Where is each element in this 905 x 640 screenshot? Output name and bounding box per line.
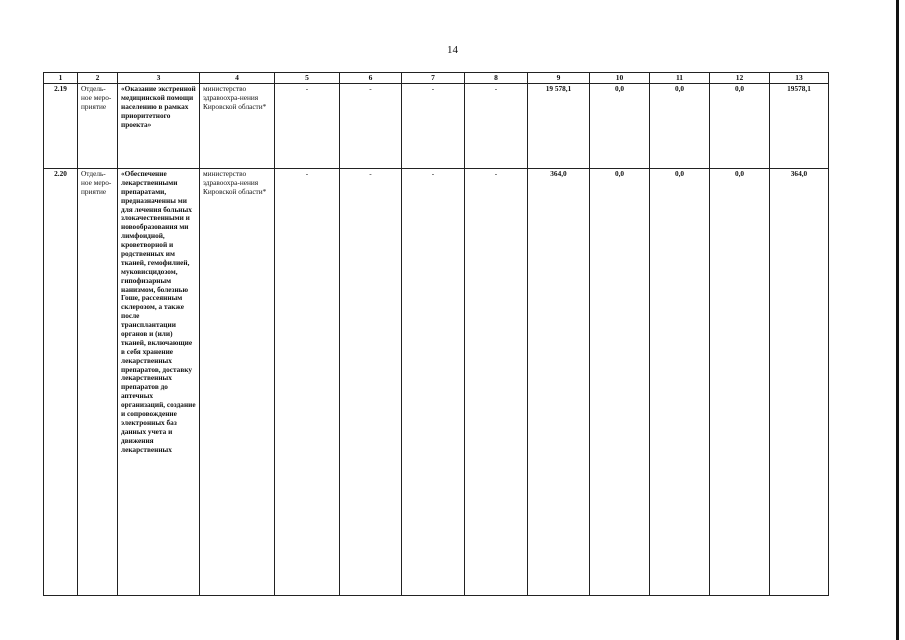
row-id-cell: 2.19 — [44, 84, 78, 169]
header-cell: 6 — [340, 73, 402, 84]
row-executor-cell: министерство здравоохра-нения Кировской области* — [200, 169, 275, 596]
header-cell: 9 — [528, 73, 590, 84]
value-cell: 364,0 — [770, 169, 829, 596]
value-cell: - — [340, 84, 402, 169]
value-cell: - — [402, 84, 465, 169]
header-cell: 2 — [78, 73, 118, 84]
program-table — [43, 72, 829, 596]
header-cell: 11 — [650, 73, 710, 84]
header-cell: 5 — [275, 73, 340, 84]
value-cell: 364,0 — [528, 169, 590, 596]
header-row — [44, 73, 829, 84]
value-cell: - — [465, 169, 528, 596]
value-cell: - — [275, 169, 340, 596]
value-cell: 19578,1 — [770, 84, 829, 169]
value-cell: - — [402, 169, 465, 596]
header-cell: 8 — [465, 73, 528, 84]
header-cell: 4 — [200, 73, 275, 84]
row-name-cell: «Обеспечение лекарственными препаратами, предназначенны ми для лечения больных злокачественными и новообразования ми лимфоидной, кроветворной и родственных им тканей, гемофилией, муковисцидозом, гипофизарным нанизмом, болезнью Гоше, рассеянным склерозом, а также после трансплантации органов и (или) тканей, включающие в себя хранение лекарственных препаратов, доставку лекарственных препаратов до аптечных организаций, создание и сопровождение электронных баз данных учета и движения лекарственных — [118, 169, 200, 596]
header-cell: 7 — [402, 73, 465, 84]
table-row — [44, 84, 829, 169]
header-cell: 3 — [118, 73, 200, 84]
value-cell: 0,0 — [710, 169, 770, 596]
header-cell: 10 — [590, 73, 650, 84]
value-cell: 0,0 — [710, 84, 770, 169]
row-name-cell: «Оказание экстренной медицинской помощи населению в рамках приоритетного проекта» — [118, 84, 200, 169]
header-cell: 12 — [710, 73, 770, 84]
table-row — [44, 169, 829, 596]
value-cell: 0,0 — [650, 84, 710, 169]
value-cell: - — [340, 169, 402, 596]
row-type-cell: Отдель-ное меро-приятие — [78, 84, 118, 169]
value-cell: 0,0 — [590, 169, 650, 596]
row-id-cell: 2.20 — [44, 169, 78, 596]
value-cell: - — [275, 84, 340, 169]
header-cell: 13 — [770, 73, 829, 84]
page-edge — [896, 0, 899, 640]
value-cell: - — [465, 84, 528, 169]
value-cell: 0,0 — [650, 169, 710, 596]
page-number: 14 — [447, 44, 458, 56]
row-executor-cell: министерство здравоохра-нения Кировской области* — [200, 84, 275, 169]
header-cell: 1 — [44, 73, 78, 84]
value-cell: 19 578,1 — [528, 84, 590, 169]
row-type-cell: Отдель-ное меро-приятие — [78, 169, 118, 596]
value-cell: 0,0 — [590, 84, 650, 169]
